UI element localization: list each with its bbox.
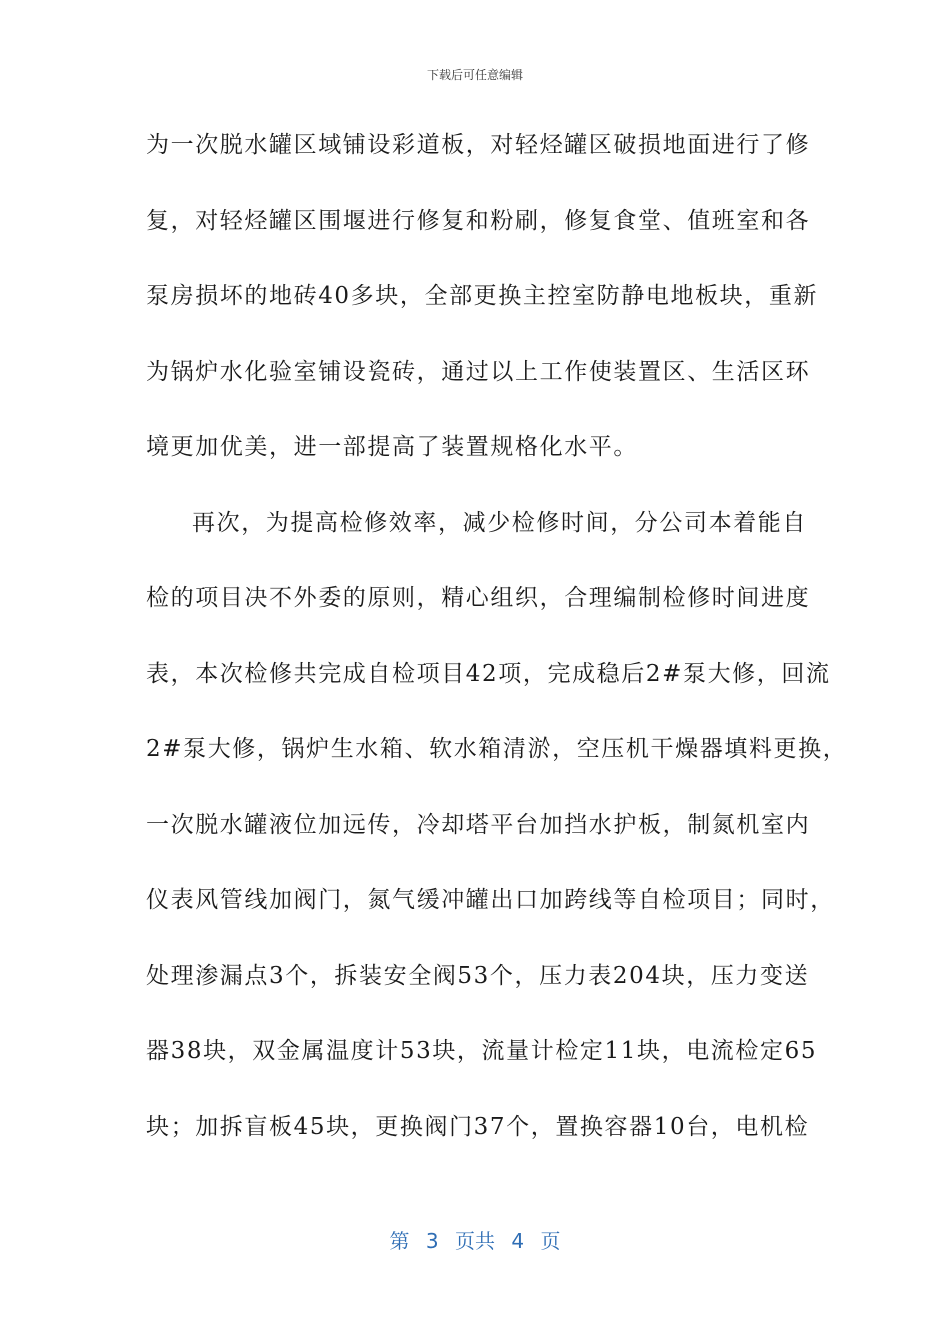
text-line: 复，对轻烃罐区围堰进行修复和粉刷，修复食堂、值班室和各 [146,207,811,234]
text-line: 处理渗漏点3个，拆装安全阀53个，压力表204块，压力变送 [146,962,810,989]
text-line: 一次脱水罐液位加远传，冷却塔平台加挡水护板，制氮机室内 [146,811,811,838]
page-label-suffix: 页 [540,1229,561,1253]
text-line: 仪表风管线加阀门，氮气缓冲罐出口加跨线等自检项目；同时， [146,887,835,913]
text-line: 块；加拆盲板45块，更换阀门37个，置换容器10台，电机检 [146,1113,810,1140]
document-body [146,125,848,1182]
text-line: 为锅炉水化验室铺设瓷砖，通过以上工作使装置区、生活区环 [146,358,811,385]
text-line: 表，本次检修共完成自检项目42项，完成稳后2#泵大修，回流 [146,660,831,687]
page-label-prefix: 第 [389,1229,410,1253]
header-note: 下载后可任意编辑 [426,68,523,82]
page-label-mid: 页共 [455,1229,495,1253]
text-line: 为一次脱水罐区域铺设彩道板，对轻烃罐区破损地面进行了修 [146,132,811,158]
text-line: 泵房损坏的地砖40多块，全部更换主控室防静电地板块，重新 [146,283,819,309]
text-line: 2#泵大修，锅炉生水箱、软水箱清淤，空压机干燥器填料更换， [146,736,848,762]
text-line: 境更加优美，进一部提高了装置规格化水平。 [146,434,638,460]
text-line-paragraph-start: 再次，为提高检修效率，减少检修时间，分公司本着能自 [192,509,807,536]
current-page-number: 3 [425,1229,439,1253]
total-pages-number: 4 [511,1229,525,1253]
text-line: 检的项目决不外委的原则，精心组织，合理编制检修时间进度 [146,585,811,611]
page-footer [0,1225,950,1254]
text-line: 器38块，双金属温度计53块，流量计检定11块，电流检定65 [146,1038,818,1064]
